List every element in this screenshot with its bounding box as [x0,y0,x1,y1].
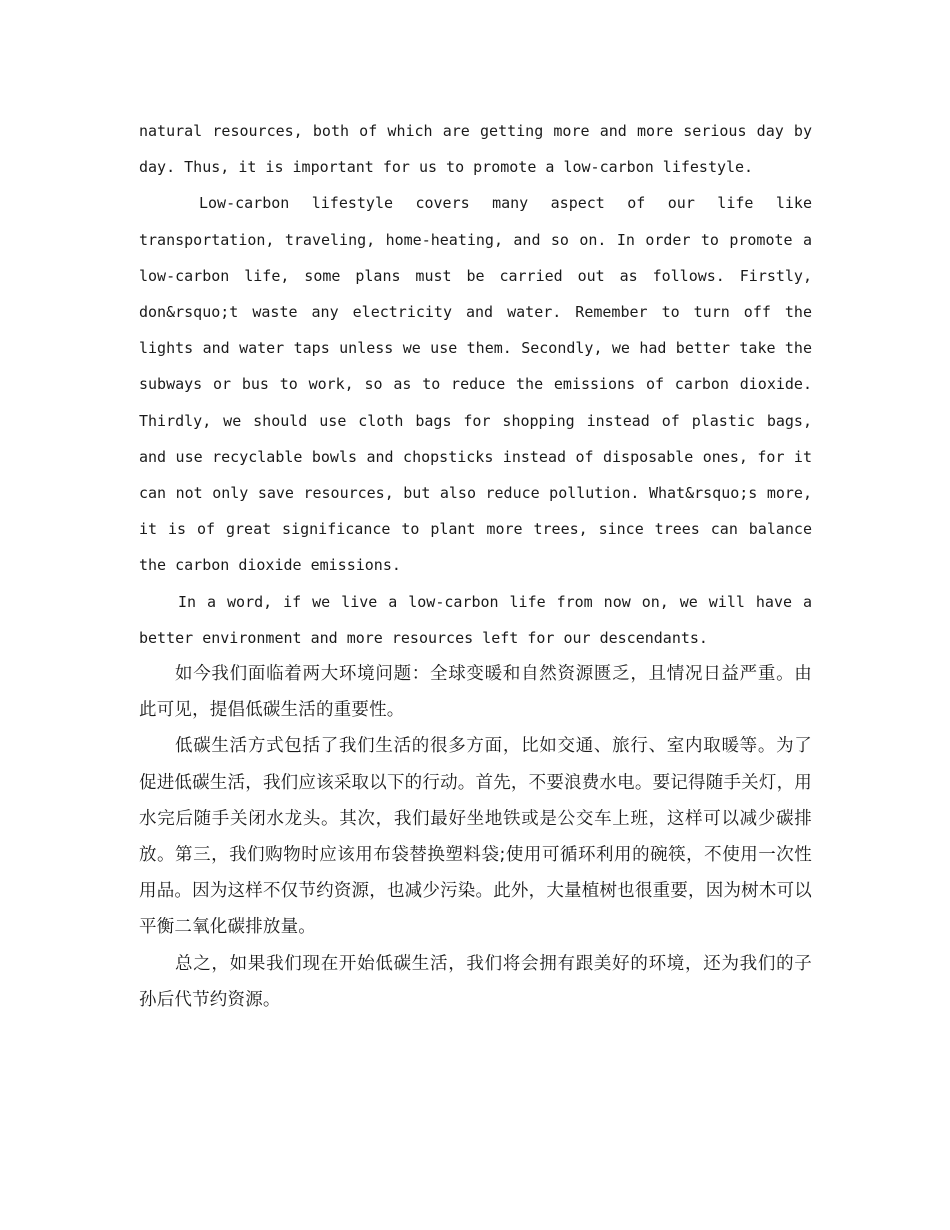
paragraph-zh-1: 如今我们面临着两大环境问题：全球变暖和自然资源匮乏，且情况日益严重。由此可见，提倡低碳生活的重要性。 [139,664,812,721]
paragraph-en-1: natural resources, both of which are getting more and more serious day by day. Thus, it is important for us to promote a low-carbon lifestyle. [139,122,812,177]
paragraph-en-2: Low-carbon lifestyle covers many aspect of our life like transportation, traveling, home-heating, and so on. In order to promote a low-carbon life, some plans must be carried out as follows. Firstly, don&rsquo;t waste any electricity and water. Remember to turn off the lights and water taps unless we use them. Secondly, we had better take the subways or bus to work, so as to reduce the emissions of carbon dioxide. Thirdly, we should use cloth bags for shopping instead of plastic bags, and use recyclable bowls and chopsticks instead of disposable ones, for it can not only save resources, but also reduce pollution. What&rsquo;s more, it is of great significance to plant more trees, since trees can balance the carbon dioxide emissions. [139,194,812,575]
paragraph-zh-2: 低碳生活方式包括了我们生活的很多方面，比如交通、旅行、室内取暖等。为了促进低碳生活，我们应该采取以下的行动。首先，不要浪费水电。要记得随手关灯，用水完后随手关闭水龙头。其次，我们最好坐地铁或是公交车上班，这样可以减少碳排放。第三，我们购物时应该用布袋替换塑料袋;使用可循环利用的碗筷，不使用一次性用品。因为这样不仅节约资源，也减少污染。此外，大量植树也很重要，因为树木可以平衡二氧化碳排放量。 [139,736,812,938]
paragraph-zh-3: 总之，如果我们现在开始低碳生活，我们将会拥有跟美好的环境，还为我们的子孙后代节约资源。 [139,953,812,1010]
document-body [139,113,812,1018]
paragraph-en-3: In a word, if we live a low-carbon life from now on, we will have a better environment and more resources left for our descendants. [139,592,812,647]
